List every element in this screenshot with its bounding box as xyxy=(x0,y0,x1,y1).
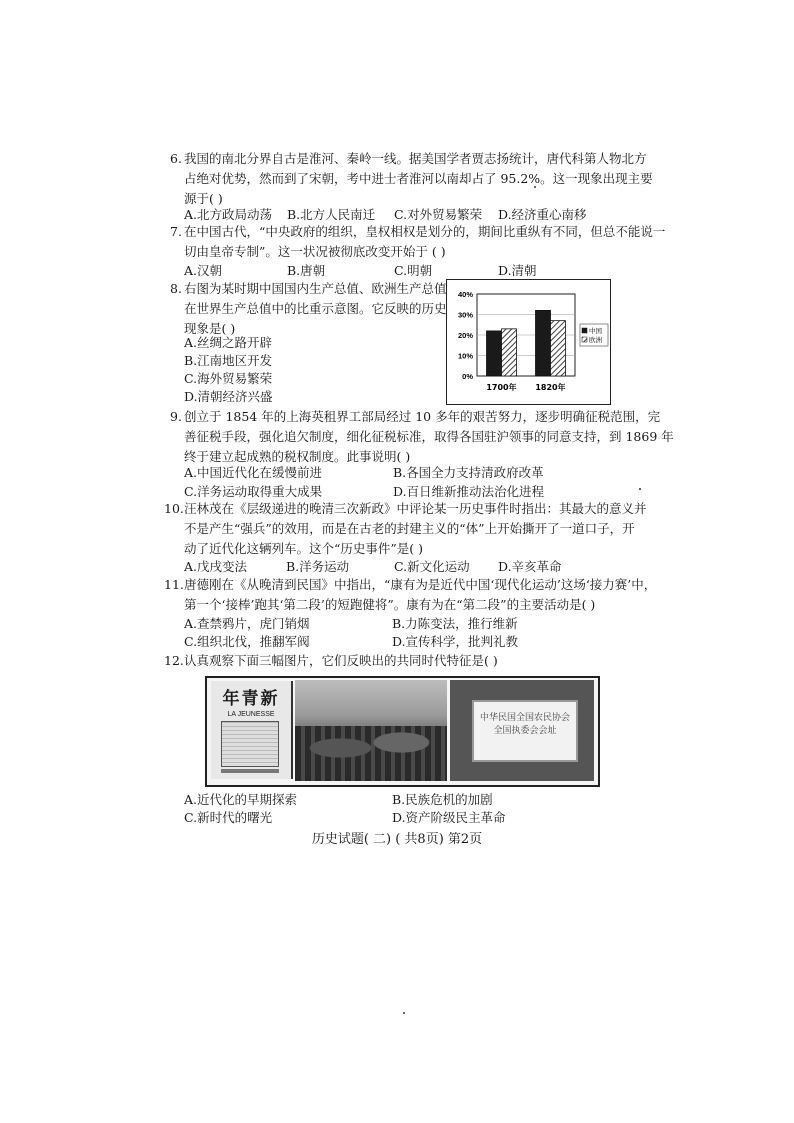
stem-line: 唐德刚在《从晚清到民国》中指出，“康有为是近代中国‘现代化运动’这场‘接力赛’中， xyxy=(184,577,657,592)
option-b[interactable]: B.江南地区开发 xyxy=(184,353,273,368)
option-c[interactable]: C.新时代的曙光 xyxy=(184,810,273,825)
question-9-stem xyxy=(184,407,674,467)
magazine-footer-bar xyxy=(221,769,279,773)
option-c[interactable]: C.组织北伐，推翻军阀 xyxy=(184,634,310,649)
stem-line: 第一个‘接棒’跑其‘第二段’的短跑健将”。康有为在“第二段”的主要活动是( ) xyxy=(184,597,596,612)
stem-line: 切由皇帝专制”。这一状况被彻底改变开始于 ( ) xyxy=(184,244,446,259)
option-c[interactable]: C.洋务运动取得重大成果 xyxy=(184,484,323,499)
bar-欧洲-1820年 xyxy=(551,321,566,376)
question-6 xyxy=(170,149,182,169)
y-tick-label: 20% xyxy=(457,331,473,340)
legend-label: 欧洲 xyxy=(589,336,602,344)
question-11 xyxy=(164,575,184,595)
stem-line: 在世界生产总值中的比重示意图。它反映的历史 xyxy=(184,301,447,316)
question-12 xyxy=(164,651,184,671)
bar-中国-1820年 xyxy=(536,310,551,376)
option-b[interactable]: B.唐朝 xyxy=(287,263,326,278)
plaque-photo xyxy=(450,680,594,781)
question-number: 11. xyxy=(164,577,184,592)
question-10 xyxy=(164,499,184,519)
stem-line: 汪林茂在《层级递进的晚清三次新政》中评论某一历史事件时指出：其最大的意义并 xyxy=(184,501,647,516)
magazine-cover-art xyxy=(221,721,279,767)
option-d[interactable]: D.经济重心南移 xyxy=(498,207,587,222)
question-number: 10. xyxy=(164,501,184,516)
scan-speck xyxy=(639,488,641,490)
question-9 xyxy=(170,407,182,427)
stem-line: 动了近代化这辆列车。这个“历史事件”是( ) xyxy=(184,541,424,556)
option-a[interactable]: A.汉朝 xyxy=(184,263,223,278)
option-d[interactable]: D.资产阶级民主革命 xyxy=(392,810,506,825)
option-d[interactable]: D.清朝经济兴盛 xyxy=(184,389,273,404)
question-number: 7. xyxy=(170,224,182,239)
crowd-silhouette xyxy=(295,726,447,781)
question-6-stem xyxy=(184,149,653,209)
legend-swatch xyxy=(582,328,587,333)
crowd-protest-photo xyxy=(295,680,447,781)
option-a[interactable]: A.中国近代化在缓慢前进 xyxy=(184,465,323,480)
option-c[interactable]: C.海外贸易繁荣 xyxy=(184,371,273,386)
bar-欧洲-1700年 xyxy=(502,329,517,376)
gdp-share-chart xyxy=(446,279,611,405)
legend-swatch xyxy=(582,337,587,342)
question-10-stem xyxy=(184,499,647,559)
question-7 xyxy=(170,222,182,242)
option-c[interactable]: C.新文化运动 xyxy=(394,559,470,574)
stem-line: 认真观察下面三幅图片，它们反映出的共同时代特征是( ) xyxy=(184,653,498,668)
stem-line: 善征税手段，强化追欠制度，细化征税标准，取得各国驻沪领事的同意支持，到 1869 年 xyxy=(184,429,674,444)
chart-svg xyxy=(447,280,610,404)
plaque xyxy=(472,700,578,762)
legend-label: 中国 xyxy=(589,327,602,335)
magazine-cover-photo xyxy=(211,681,293,779)
question-8-stem xyxy=(184,279,447,339)
stem-line: 右图为某时期中国国内生产总值、欧洲生产总值 xyxy=(184,281,447,296)
option-a[interactable]: A.近代化的早期探索 xyxy=(184,792,298,807)
option-d[interactable]: D.清朝 xyxy=(498,263,537,278)
bar-中国-1700年 xyxy=(487,331,502,376)
question-7-stem xyxy=(184,222,665,262)
question-number: 9. xyxy=(170,409,182,424)
stem-line: 终于建立起成熟的税权制度。此事说明( ) xyxy=(184,449,411,464)
stem-line: 现象是( ) xyxy=(184,321,236,336)
option-d[interactable]: D.辛亥革命 xyxy=(498,559,562,574)
option-c[interactable]: C.对外贸易繁荣 xyxy=(394,207,483,222)
page-footer: 历史试题( 二) ( 共8页) 第2页 xyxy=(311,832,483,847)
y-tick-label: 30% xyxy=(457,310,473,320)
three-photos xyxy=(205,676,600,787)
magazine-title: 新青年 xyxy=(222,689,280,709)
plaque-text: 中华民国全国农民协会全国执委会会址 xyxy=(480,713,571,736)
option-d[interactable]: D.百日维新推动法治化进程 xyxy=(393,484,545,499)
option-b[interactable]: B.北方人民南迁 xyxy=(287,207,376,222)
question-number: 6. xyxy=(170,151,182,166)
stem-line: 在中国古代，“中央政府的组织，皇权相权是划分的，期间比重纵有不同，但总不能说一 xyxy=(184,224,666,239)
scan-speck xyxy=(403,1012,405,1014)
option-d[interactable]: D.宣传科学，批判礼教 xyxy=(392,634,519,649)
question-number: 8. xyxy=(170,281,182,296)
stem-line: 不是产生“强兵”的效用，而是在古老的封建主义的“体”上开始撕开了一道口子，开 xyxy=(184,521,635,536)
option-a[interactable]: A.丝绸之路开辟 xyxy=(184,335,273,350)
x-tick-label: 1700年 xyxy=(486,383,517,392)
x-tick-label: 1820年 xyxy=(535,383,566,392)
stem-line: 创立于 1854 年的上海英租界工部局经过 10 多年的艰苦努力，逐步明确征税范围，完 xyxy=(184,409,661,424)
option-b[interactable]: B.各国全力支持清政府改革 xyxy=(393,465,544,480)
option-b[interactable]: B.洋务运动 xyxy=(286,559,350,574)
option-a[interactable]: A.查禁鸦片，虎门销烟 xyxy=(184,616,310,631)
option-b[interactable]: B.民族危机的加剧 xyxy=(392,792,493,807)
stem-line: 我国的南北分界自古是淮河、秦岭一线。据美国学者贾志扬统计，唐代科第人物北方 xyxy=(184,151,647,166)
question-11-stem xyxy=(184,575,656,615)
question-12-stem xyxy=(184,651,498,671)
y-tick-label: 0% xyxy=(462,372,473,381)
y-tick-label: 40% xyxy=(457,290,473,299)
magazine-subtitle: LA JEUNESSE xyxy=(227,711,275,718)
scan-speck xyxy=(534,186,536,188)
option-b[interactable]: B.力陈变法，推行维新 xyxy=(392,616,518,631)
option-a[interactable]: A.北方政局动荡 xyxy=(184,207,273,222)
stem-line: 占绝对优势，然而到了宋朝，考中进士者淮河以南却占了 95.2%。这一现象出现主要 xyxy=(184,171,653,186)
question-number: 12. xyxy=(164,653,184,668)
question-8 xyxy=(170,279,182,299)
option-a[interactable]: A.戊戌变法 xyxy=(184,559,248,574)
y-tick-label: 10% xyxy=(457,351,473,361)
option-c[interactable]: C.明朝 xyxy=(394,263,433,278)
stem-line: 源于( ) xyxy=(184,191,223,206)
